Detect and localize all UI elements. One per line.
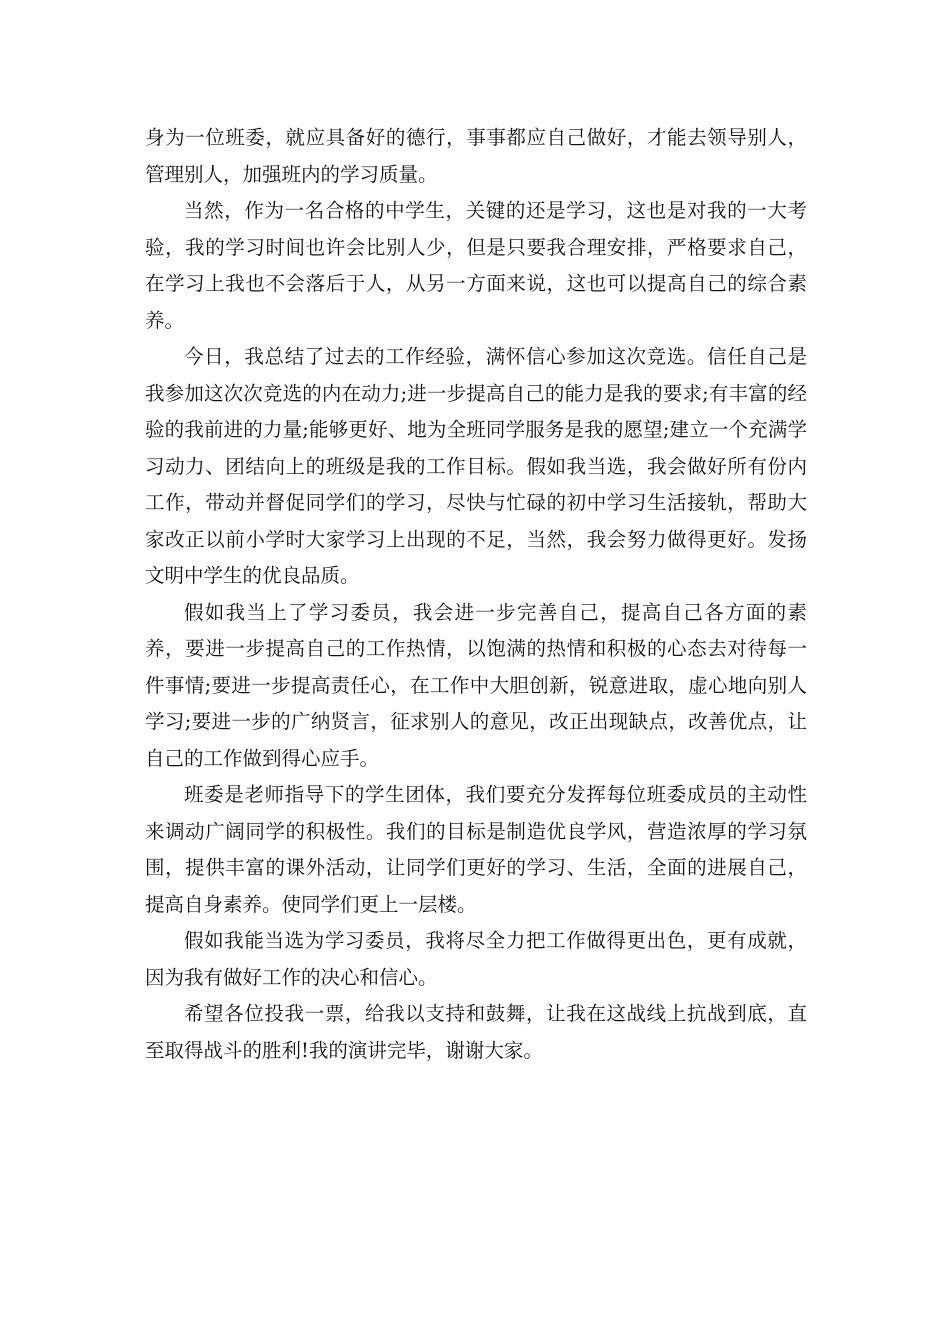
paragraph-6: 假如我能当选为学习委员，我将尽全力把工作做得更出色，更有成就，因为我有做好工作的决心和信心。 (145, 929, 807, 989)
paragraph-5: 班委是老师指导下的学生团体，我们要充分发挥每位班委成员的主动性来调动广阔同学的积极性。我们的目标是制造优良学风，营造浓厚的学习氛围，提供丰富的课外活动，让同学们更好的学习、生活，全面的进展自己，提高自身素养。使同学们更上一层楼。 (145, 783, 807, 916)
paragraph-4: 假如我当上了学习委员，我会进一步完善自己，提高自己各方面的素养，要进一步提高自己的工作热情，以饱满的热情和积极的心态去对待每一件事情;要进一步提高责任心，在工作中大胆创新，锐意进取，虚心地向别人学习;要进一步的广纳贤言，征求别人的意见，改正出现缺点，改善优点，让自己的工作做到得心应手。 (145, 600, 807, 770)
paragraph-1: 身为一位班委，就应具备好的德行，事事都应自己做好，才能去领导别人，管理别人，加强班内的学习质量。 (145, 126, 807, 186)
document-body (145, 120, 807, 1069)
paragraph-3: 今日，我总结了过去的工作经验，满怀信心参加这次竞选。信任自己是我参加这次次竞选的内在动力;进一步提高自己的能力是我的要求;有丰富的经验的我前进的力量;能够更好、地为全班同学服务是我的愿望;建立一个充满学习动力、团结向上的班级是我的工作目标。假如我当选，我会做好所有份内工作，带动并督促同学们的学习，尽快与忙碌的初中学习生活接轨，帮助大家改正以前小学时大家学习上出现的不足，当然，我会努力做得更好。发扬文明中学生的优良品质。 (145, 345, 807, 587)
paragraph-7: 希望各位投我一票，给我以支持和鼓舞，让我在这战线上抗战到底，直至取得战斗的胜利!我的演讲完毕，谢谢大家。 (145, 1002, 807, 1062)
paragraph-2: 当然，作为一名合格的中学生，关键的还是学习，这也是对我的一大考验，我的学习时间也许会比别人少，但是只要我合理安排，严格要求自己，在学习上我也不会落后于人，从另一方面来说，这也可以提高自己的综合素养。 (145, 199, 807, 332)
